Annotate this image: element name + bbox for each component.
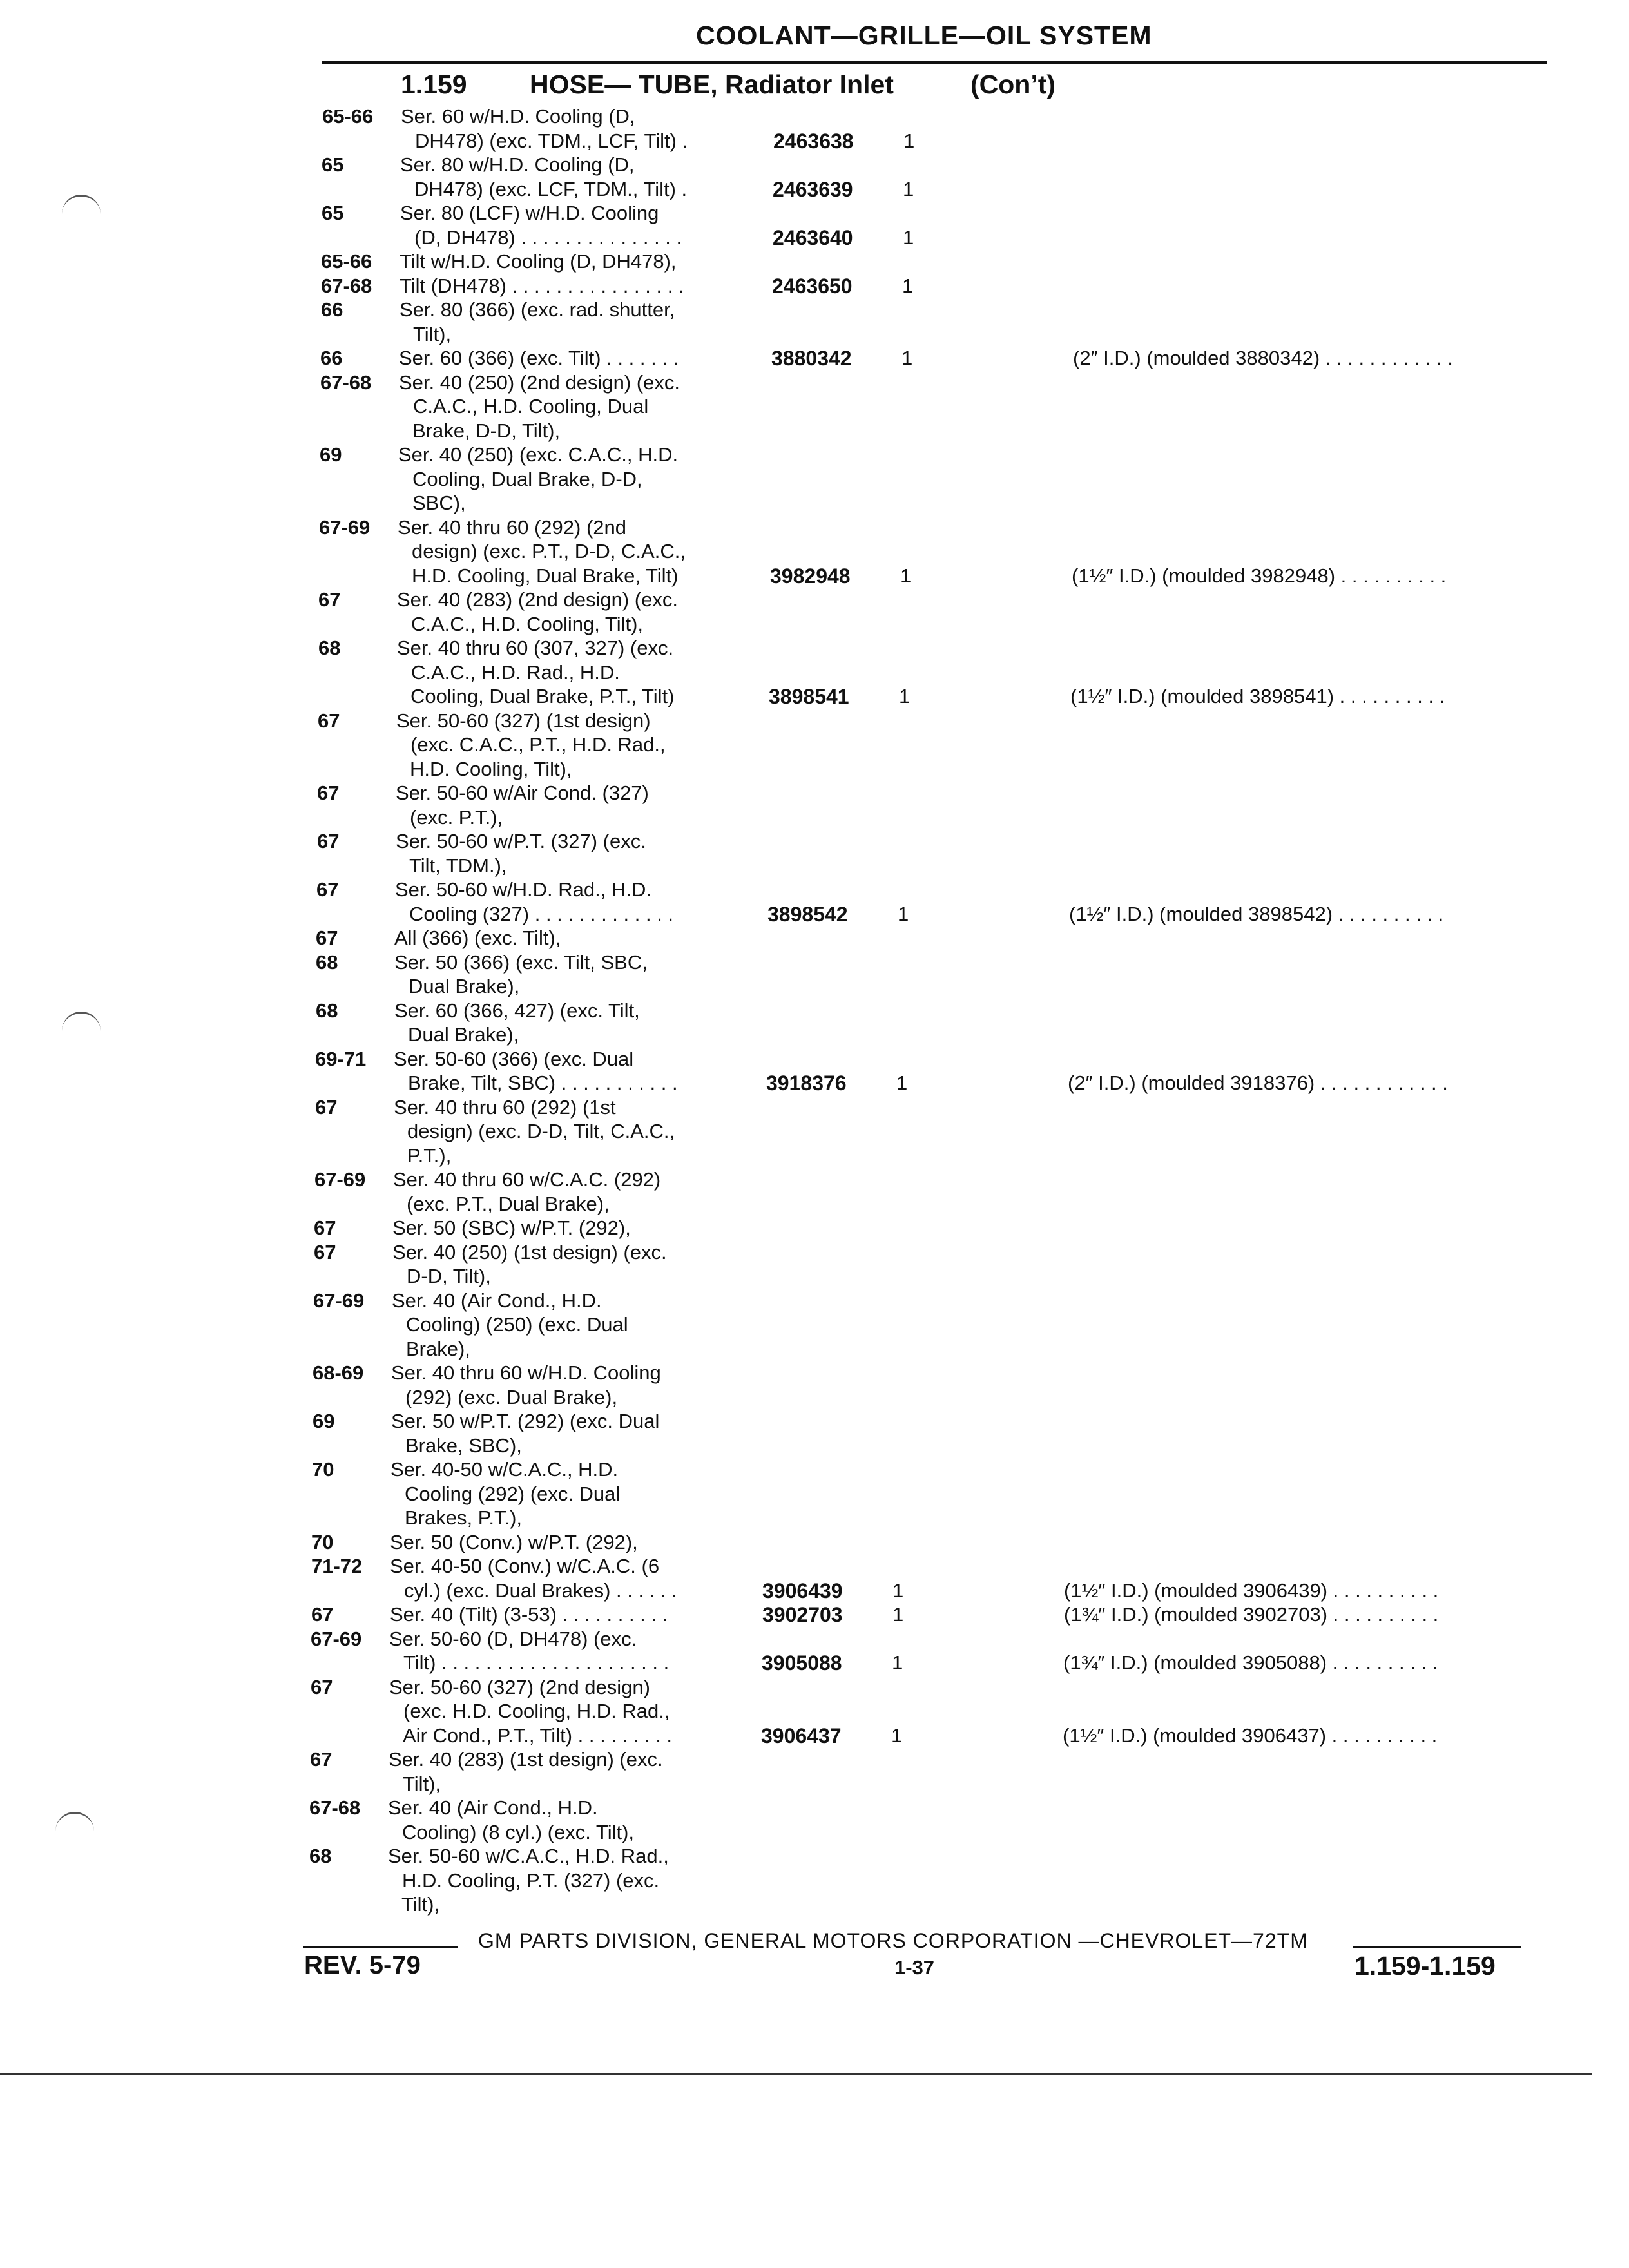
quantity: 1 [891, 1724, 903, 1747]
parts-row [0, 249, 1629, 274]
parts-row [0, 999, 1629, 1023]
model-year: 67-68 [309, 1796, 361, 1819]
part-number: 3880342 [771, 347, 852, 370]
footer-section-range: 1.159-1.159 [1354, 1951, 1496, 1981]
parts-row [0, 153, 1629, 177]
quantity: 1 [901, 347, 913, 369]
part-number: 2463639 [773, 178, 853, 201]
model-year: 68 [309, 1845, 332, 1867]
parts-row [0, 1119, 1629, 1144]
parts-row [0, 1675, 1629, 1700]
application-description: Brakes, P.T.), [405, 1506, 523, 1529]
parts-row [0, 588, 1629, 612]
parts-row [0, 1747, 1629, 1772]
parts-row [0, 201, 1629, 226]
parts-row [0, 974, 1629, 999]
application-description: Cooling (327) . . . . . . . . . . . . . [409, 903, 674, 925]
application-description: Brake, Tilt, SBC) . . . . . . . . . . . [408, 1072, 678, 1094]
application-description: Ser. 80 (366) (exc. rad. shutter, [400, 298, 675, 321]
application-description: Cooling) (250) (exc. Dual [406, 1313, 628, 1336]
footer-rule-right [1353, 1946, 1521, 1948]
parts-row [0, 1047, 1629, 1072]
part-note: (2″ I.D.) (moulded 3918376) . . . . . . . . . . . . [1068, 1072, 1448, 1094]
parts-row [0, 1579, 1629, 1603]
parts-row [0, 1699, 1629, 1724]
application-description: Cooling) (8 cyl.) (exc. Tilt), [402, 1821, 635, 1843]
application-description: Brake, D-D, Tilt), [412, 419, 561, 442]
parts-row [0, 1651, 1629, 1675]
application-description: Ser. 50-60 w/P.T. (327) (exc. [396, 830, 646, 852]
part-number: 3898541 [769, 685, 849, 708]
parts-row [0, 1554, 1629, 1579]
application-description: Ser. 40 thru 60 w/C.A.C. (292) [393, 1168, 661, 1191]
parts-row [0, 1216, 1629, 1240]
parts-row [0, 636, 1629, 660]
application-description: Ser. 40-50 w/C.A.C., H.D. [390, 1458, 619, 1481]
quantity: 1 [896, 1072, 908, 1094]
quantity: 1 [900, 564, 912, 587]
parts-row [0, 1482, 1629, 1506]
application-description: (exc. C.A.C., P.T., H.D. Rad., [410, 733, 666, 756]
quantity: 1 [903, 226, 914, 249]
model-year: 67-68 [321, 274, 372, 297]
model-year: 69 [320, 443, 342, 466]
parts-row [0, 1312, 1629, 1337]
application-description: Ser. 50 (Conv.) w/P.T. (292), [390, 1531, 638, 1553]
model-year: 68 [316, 951, 338, 974]
model-year: 70 [312, 1458, 334, 1481]
parts-row [0, 104, 1629, 129]
application-description: Ser. 40 (Air Cond., H.D. [392, 1289, 602, 1312]
application-description: Ser. 40 thru 60 (307, 327) (exc. [397, 637, 674, 659]
parts-row [0, 1192, 1629, 1216]
application-description: Ser. 50-60 (366) (exc. Dual [394, 1048, 634, 1070]
model-year: 69 [313, 1410, 335, 1432]
application-description: Ser. 40 (250) (exc. C.A.C., H.D. [398, 443, 679, 466]
parts-row [0, 878, 1629, 902]
model-year: 67 [314, 1241, 336, 1264]
model-year: 67 [316, 927, 338, 949]
model-year: 67-69 [314, 1168, 366, 1191]
application-description: Tilt) . . . . . . . . . . . . . . . . . . . . . [403, 1651, 670, 1674]
parts-row [0, 733, 1629, 757]
part-number: 3982948 [770, 564, 851, 588]
part-note: (1¾″ I.D.) (moulded 3905088) . . . . . . . . . . [1063, 1651, 1438, 1674]
application-description: Ser. 40-50 (Conv.) w/C.A.C. (6 [390, 1555, 660, 1577]
parts-row [0, 612, 1629, 637]
parts-row [0, 1506, 1629, 1530]
quantity: 1 [903, 130, 915, 152]
model-year: 67 [318, 588, 341, 611]
parts-row [0, 1095, 1629, 1120]
application-description: Ser. 40 thru 60 w/H.D. Cooling [391, 1361, 661, 1384]
application-description: (exc. H.D. Cooling, H.D. Rad., [403, 1700, 670, 1722]
model-year: 67-69 [311, 1628, 362, 1650]
parts-row [0, 346, 1629, 370]
application-description: Ser. 40 thru 60 (292) (2nd [398, 516, 627, 539]
parts-row [0, 1892, 1629, 1917]
parts-row [0, 1240, 1629, 1265]
parts-row [0, 394, 1629, 419]
model-year: 70 [311, 1531, 334, 1553]
model-year: 67-69 [319, 516, 371, 539]
part-note: (1½″ I.D.) (moulded 3898541) . . . . . . . . . . [1070, 685, 1445, 707]
application-description: cyl.) (exc. Dual Brakes) . . . . . . [404, 1579, 677, 1602]
parts-row [0, 1724, 1629, 1748]
application-description: Brake, SBC), [405, 1434, 522, 1457]
application-description: C.A.C., H.D. Cooling, Dual [413, 395, 649, 418]
header-rule [322, 61, 1547, 64]
application-description: (exc. P.T., Dual Brake), [407, 1193, 610, 1215]
parts-row [0, 1337, 1629, 1361]
application-description: Tilt, TDM.), [409, 854, 507, 877]
application-description: Ser. 50-60 w/H.D. Rad., H.D. [395, 878, 651, 901]
application-description: P.T.), [407, 1144, 452, 1167]
application-description: H.D. Cooling, P.T. (327) (exc. [402, 1869, 660, 1892]
parts-row [0, 419, 1629, 443]
application-description: Ser. 60 (366) (exc. Tilt) . . . . . . . [399, 347, 679, 369]
parts-row [0, 1264, 1629, 1289]
parts-row [0, 1602, 1629, 1627]
model-year: 67-68 [320, 371, 372, 394]
part-number: 2463650 [772, 274, 853, 298]
application-description: Ser. 50 w/P.T. (292) (exc. Dual [391, 1410, 660, 1432]
model-year: 67 [315, 1096, 338, 1119]
page-header-title: COOLANT—GRILLE—OIL SYSTEM [696, 21, 1152, 50]
parts-row [0, 177, 1629, 202]
part-note: (1½″ I.D.) (moulded 3898542) . . . . . . . . . . [1069, 903, 1444, 925]
parts-row [0, 322, 1629, 347]
application-description: Tilt), [401, 1893, 440, 1916]
application-description: DH478) (exc. TDM., LCF, Tilt) . [415, 130, 688, 152]
part-note: (1½″ I.D.) (moulded 3906437) . . . . . . . . . . [1063, 1724, 1438, 1747]
parts-row [0, 1385, 1629, 1410]
application-description: Ser. 50-60 (327) (1st design) [396, 709, 651, 732]
model-year: 68-69 [313, 1361, 364, 1384]
parts-row [0, 1796, 1629, 1820]
model-year: 67 [317, 830, 340, 852]
part-note: (1½″ I.D.) (moulded 3906439) . . . . . . . . . . [1064, 1579, 1439, 1602]
part-number: 3902703 [762, 1603, 843, 1626]
parts-row [0, 1023, 1629, 1047]
part-note: (2″ I.D.) (moulded 3880342) . . . . . . . . . . . . [1073, 347, 1453, 369]
parts-row [0, 1457, 1629, 1482]
application-description: Ser. 50-60 w/C.A.C., H.D. Rad., [388, 1845, 669, 1867]
parts-row [0, 926, 1629, 950]
part-number: 3905088 [762, 1651, 842, 1675]
model-year: 67 [316, 878, 339, 901]
part-note: (1½″ I.D.) (moulded 3982948) . . . . . . . . . . [1072, 564, 1447, 587]
parts-row [0, 1869, 1629, 1893]
application-description: (D, DH478) . . . . . . . . . . . . . . . [414, 226, 682, 249]
model-year: 67-69 [313, 1289, 365, 1312]
footer-revision: REV. 5-79 [304, 1951, 421, 1979]
application-description: Ser. 80 (LCF) w/H.D. Cooling [400, 202, 659, 224]
model-year: 65 [322, 153, 344, 176]
quantity: 1 [892, 1651, 903, 1674]
application-description: Ser. 50 (SBC) w/P.T. (292), [392, 1216, 631, 1239]
model-year: 65-66 [321, 250, 372, 273]
application-description: Ser. 40 (283) (2nd design) (exc. [397, 588, 678, 611]
application-description: Brake), [406, 1338, 470, 1360]
parts-row [0, 491, 1629, 515]
application-description: Tilt w/H.D. Cooling (D, DH478), [400, 250, 677, 273]
parts-row [0, 443, 1629, 467]
application-description: Ser. 60 (366, 427) (exc. Tilt, [394, 999, 640, 1022]
application-description: design) (exc. D-D, Tilt, C.A.C., [407, 1120, 675, 1142]
part-number: 2463638 [773, 130, 854, 153]
application-description: Dual Brake), [408, 1023, 519, 1046]
application-description: Ser. 60 w/H.D. Cooling (D, [401, 105, 635, 128]
parts-row [0, 660, 1629, 685]
model-year: 67 [310, 1748, 333, 1771]
application-description: Ser. 50-60 (D, DH478) (exc. [389, 1628, 637, 1650]
application-description: Ser. 50 (366) (exc. Tilt, SBC, [394, 951, 648, 974]
quantity: 1 [892, 1579, 904, 1602]
parts-row [0, 1409, 1629, 1434]
application-description: Cooling, Dual Brake, D-D, [412, 468, 642, 490]
application-description: Ser. 40 (Air Cond., H.D. [388, 1796, 598, 1819]
model-year: 65 [322, 202, 344, 224]
parts-row [0, 1144, 1629, 1168]
application-description: Ser. 40 (Tilt) (3-53) . . . . . . . . . . [390, 1603, 668, 1626]
quantity: 1 [902, 274, 914, 297]
part-note: (1¾″ I.D.) (moulded 3902703) . . . . . . . . . . [1064, 1603, 1439, 1626]
part-number: 3906437 [761, 1724, 842, 1747]
application-description: design) (exc. P.T., D-D, C.A.C., [412, 540, 686, 562]
application-description: Tilt), [403, 1773, 441, 1795]
parts-row [0, 1071, 1629, 1095]
model-year: 68 [316, 999, 338, 1022]
footer-page-number: 1-37 [894, 1956, 935, 1979]
model-year: 67 [311, 1603, 334, 1626]
footer-rule-left [303, 1946, 458, 1948]
parts-row [0, 1530, 1629, 1555]
parts-row [0, 829, 1629, 854]
parts-row [0, 515, 1629, 540]
parts-row [0, 226, 1629, 250]
quantity: 1 [892, 1603, 904, 1626]
quantity: 1 [899, 685, 911, 707]
parts-row [0, 1434, 1629, 1458]
application-description: Ser. 40 thru 60 (292) (1st [394, 1096, 616, 1119]
application-description: C.A.C., H.D. Cooling, Tilt), [411, 613, 644, 635]
parts-row [0, 854, 1629, 878]
parts-row [0, 274, 1629, 298]
model-year: 67 [314, 1216, 336, 1239]
part-number: 3918376 [766, 1072, 847, 1095]
model-year: 69-71 [315, 1048, 367, 1070]
footer-corporation: GM PARTS DIVISION, GENERAL MOTORS CORPORATION —CHEVROLET—72TM [478, 1929, 1308, 1952]
application-description: H.D. Cooling, Tilt), [410, 758, 572, 780]
parts-row [0, 370, 1629, 395]
model-year: 67 [318, 709, 340, 732]
section-number: 1.159 [401, 70, 467, 99]
parts-row [0, 902, 1629, 927]
parts-row [0, 1289, 1629, 1313]
parts-row [0, 467, 1629, 492]
parts-row [0, 298, 1629, 322]
application-description: Air Cond., P.T., Tilt) . . . . . . . . . [403, 1724, 673, 1747]
application-description: Ser. 40 (250) (1st design) (exc. [392, 1241, 667, 1264]
parts-row [0, 684, 1629, 709]
model-year: 66 [321, 298, 343, 321]
parts-row [0, 1168, 1629, 1192]
application-description: Ser. 80 w/H.D. Cooling (D, [400, 153, 635, 176]
application-description: Cooling (292) (exc. Dual [405, 1483, 621, 1505]
parts-row [0, 709, 1629, 733]
parts-row [0, 129, 1629, 153]
part-number: 3898542 [767, 903, 848, 926]
model-year: 68 [318, 637, 341, 659]
bottom-page-edge-line [0, 2073, 1592, 2075]
application-description: DH478) (exc. LCF, TDM., Tilt) . [414, 178, 688, 200]
application-description: Dual Brake), [409, 975, 520, 997]
application-description: (exc. P.T.), [410, 806, 503, 829]
application-description: All (366) (exc. Tilt), [394, 927, 561, 949]
application-description: Ser. 50-60 (327) (2nd design) [389, 1676, 650, 1698]
part-number: 2463640 [773, 226, 853, 249]
model-year: 66 [320, 347, 343, 369]
section-title: HOSE— TUBE, Radiator Inlet [530, 70, 894, 99]
parts-row [0, 1844, 1629, 1869]
application-description: Cooling, Dual Brake, P.T., Tilt) [410, 685, 675, 707]
model-year: 65-66 [322, 105, 374, 128]
parts-row [0, 950, 1629, 975]
application-description: SBC), [412, 492, 466, 514]
model-year: 71-72 [311, 1555, 363, 1577]
quantity: 1 [898, 903, 909, 925]
application-description: Ser. 40 (283) (1st design) (exc. [389, 1748, 663, 1771]
application-description: H.D. Cooling, Dual Brake, Tilt) [412, 564, 679, 587]
parts-row [0, 757, 1629, 782]
parts-row [0, 539, 1629, 564]
part-number: 3906439 [762, 1579, 843, 1602]
parts-row [0, 781, 1629, 805]
application-description: Ser. 40 (250) (2nd design) (exc. [399, 371, 680, 394]
model-year: 67 [311, 1676, 333, 1698]
parts-row [0, 1820, 1629, 1845]
section-continued-label: (Con’t) [970, 70, 1056, 99]
parts-row [0, 564, 1629, 588]
quantity: 1 [903, 178, 914, 200]
parts-row [0, 1772, 1629, 1796]
application-description: Tilt (DH478) . . . . . . . . . . . . . . . . [400, 274, 684, 297]
application-description: Ser. 50-60 w/Air Cond. (327) [396, 782, 649, 804]
application-description: Tilt), [413, 323, 452, 345]
application-description: D-D, Tilt), [407, 1265, 491, 1287]
parts-row [0, 805, 1629, 830]
application-description: (292) (exc. Dual Brake), [405, 1386, 618, 1408]
application-description: C.A.C., H.D. Rad., H.D. [411, 661, 620, 684]
model-year: 67 [317, 782, 340, 804]
parts-row [0, 1627, 1629, 1651]
parts-row [0, 1361, 1629, 1385]
